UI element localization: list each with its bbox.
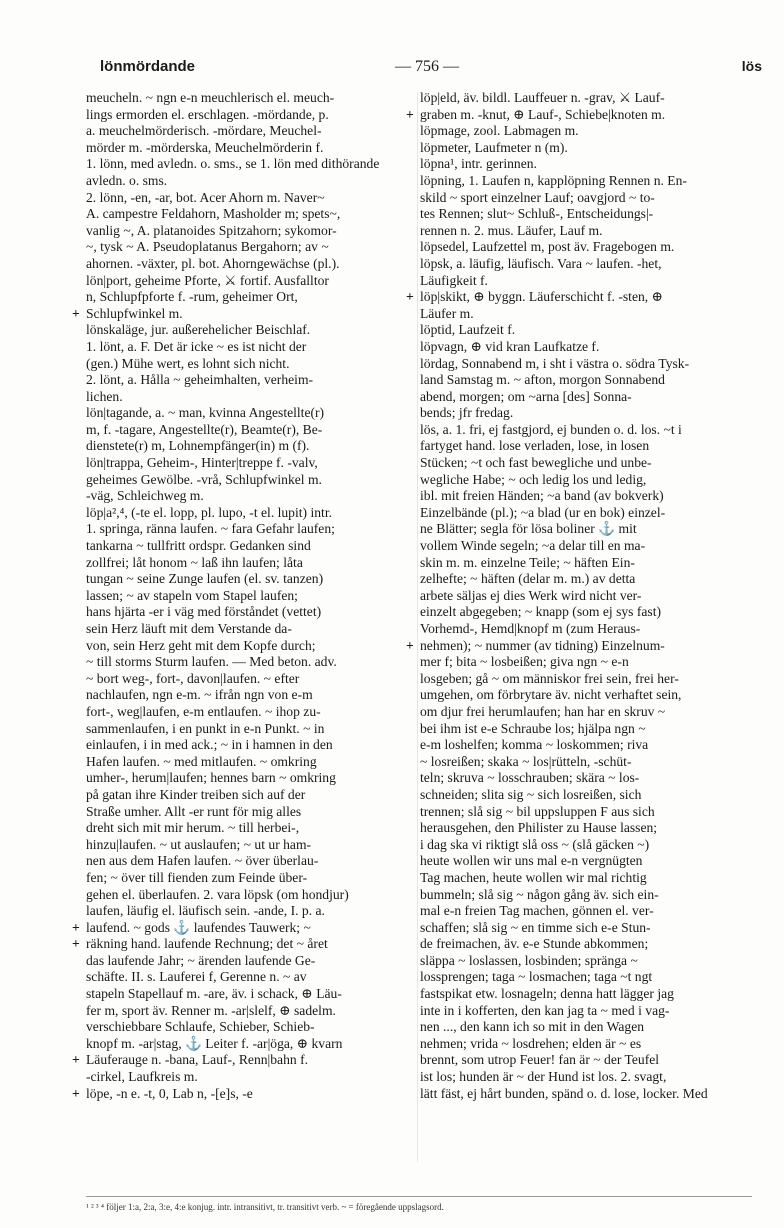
entry-line — [420, 256, 752, 273]
entry-line — [420, 1003, 752, 1020]
entry-text: lös, a. 1. fri, ej fastgjord, ej bunden o. d. los. ~t i — [420, 421, 682, 437]
entry-line — [86, 903, 413, 920]
entry-line — [420, 372, 752, 389]
entry-line — [420, 140, 752, 157]
entry-text: a. meuchelmörderisch. -mördare, Meuchel- — [86, 123, 322, 139]
entry-text: mer f; bita ~ losbeißen; giva ngn ~ e-n — [420, 654, 629, 670]
entry-text: fer m, sport äv. Renner m. -ar|slelf, ⊕ sadelm. — [86, 1002, 336, 1018]
entry-text: i dag ska vi riktigt slå oss ~ (slå gäcken ~) — [420, 836, 650, 852]
margin-marker: + — [406, 106, 414, 122]
entry-text: das laufende Jahr; ~ ärenden laufende Ge- — [86, 952, 316, 968]
entry-line — [420, 804, 752, 821]
entry-text: lassen; ~ av stapeln vom Stapel laufen; — [86, 587, 298, 603]
entry-line — [420, 704, 752, 721]
entry-line — [86, 638, 413, 655]
entry-line — [420, 505, 752, 522]
entry-text: knopf m. -ar|stag, ⚓ Leiter f. -ar|ögа, ⊕ kvarn — [86, 1035, 343, 1051]
entry-line — [420, 721, 752, 738]
entry-text: ibl. mit freien Händen; ~a band (av bokverk) — [420, 488, 664, 504]
entry-text: sammenlaufen, i en punkt in e-n Punkt. ~ in — [86, 720, 325, 736]
entry-line — [420, 389, 752, 406]
entry-text: ~ bort weg-, fort-, davon|laufen. ~ efter — [86, 670, 300, 686]
entry-line — [86, 273, 413, 290]
entry-text: lön|trappa, Geheim-, Hinter|treppe f. -valv, — [86, 455, 318, 471]
entry-text: ahornen. -växter, pl. bot. Ahorngewächse (pl.). — [86, 255, 340, 271]
entry-text: losgeben; gå ~ om människor frei sein, frei her- — [420, 670, 679, 686]
entry-line — [86, 156, 413, 173]
entry-line — [86, 505, 413, 522]
entry-text: abend, morgen; om ~arna [des] Sonna- — [420, 388, 632, 404]
margin-marker: + — [72, 919, 80, 935]
entry-text: von, sein Herz geht mit dem Kopfe durch; — [86, 637, 316, 653]
entry-line — [420, 654, 752, 671]
entry-text: Schlupfwinkel m. — [86, 305, 183, 321]
entry-text: Läufigkeit f. — [420, 272, 488, 288]
entry-text: de freimachen, äv. e-e Stunde abkommen; — [420, 936, 649, 952]
entry-line — [406, 106, 752, 124]
margin-marker: + — [72, 936, 80, 952]
entry-text: skin m. m. einzelne Teile; ~ häften Ein- — [420, 554, 635, 570]
entry-line — [86, 671, 413, 688]
entry-line — [86, 770, 413, 787]
entry-text: nen aus dem Hafen laufen. ~ över überlau- — [86, 853, 319, 869]
entry-text: sein Herz läuft mit dem Verstande da- — [86, 621, 292, 636]
entry-line — [420, 1086, 752, 1103]
entry-line — [86, 837, 413, 854]
entry-line — [406, 637, 752, 655]
entry-text: Läufer m. — [420, 305, 474, 321]
entry-line — [86, 721, 413, 738]
entry-text: nen ..., den kann ich so mit in den Wagen — [420, 1019, 645, 1035]
entry-line — [420, 273, 752, 290]
entry-text: gehen el. überlaufen. 2. vara löpsk (om hondjur) — [86, 886, 349, 902]
entry-text: 2. lönn, -en, -ar, bot. Acer Ahorn m. Naver~ — [86, 189, 325, 205]
entry-line — [86, 372, 413, 389]
entry-line — [86, 356, 413, 373]
entry-text: ~ till storms Sturm laufen. — Med beton. adv. — [86, 654, 337, 670]
entry-text: Vorhemd-, Hemd|knopf m (zum Heraus- — [420, 621, 641, 636]
entry-text: e-m loshelfen; komma ~ loskommen; riva — [420, 737, 649, 753]
entry-text: hans hjärta -er i väg med förståndet (vettet) — [86, 604, 322, 620]
entry-line — [86, 107, 413, 124]
entry-line — [420, 405, 752, 422]
entry-line — [86, 787, 413, 804]
entry-text: löptid, Laufzeit f. — [420, 322, 516, 338]
entry-text: Stücken; ~t och fast bewegliche und unbe- — [420, 455, 652, 471]
entry-text: laufend. ~ gods ⚓ laufendes Tauwerk; ~ — [86, 919, 311, 935]
entry-line — [420, 870, 752, 887]
entry-text: ~ losreißen; skaka ~ los|rütteln, -schüt- — [420, 753, 632, 769]
entry-text: mörder m. -mörderska, Meuchelmörderin f. — [86, 139, 324, 155]
entry-line — [420, 604, 752, 621]
entry-text: verschiebbare Schlaufe, Schieber, Schieb- — [86, 1019, 315, 1035]
entry-text: löp|eld, äv. bildl. Lauffeuer n. -grav, ⚔ Lauf- — [420, 90, 665, 105]
header-guide-word-right: lös — [741, 58, 762, 74]
entry-line — [420, 356, 752, 373]
entry-text: Läuferauge n. -bana, Lauf-, Renn|bahn f. — [86, 1052, 309, 1068]
entry-text: lossprengen; taga ~ losmachen; taga ~t ngt — [420, 969, 653, 985]
entry-text: meucheln. ~ ngn e-n meuchlerisch el. meuch- — [86, 90, 335, 105]
entry-line — [420, 206, 752, 223]
entry-line — [420, 687, 752, 704]
entry-text: rennen n. 2. mus. Läufer, Lauf m. — [420, 222, 603, 238]
entry-text: ist los; hunden är ~ der Hund ist los. 2. svagt, — [420, 1069, 667, 1085]
entry-text: fartyget hand. lose verladen, lose, in losen — [420, 438, 650, 454]
entry-text: Hafen laufen. ~ med mitlaufen. ~ omkring — [86, 753, 317, 769]
entry-text: arbete säljas ej dies Werk wird nicht ver- — [420, 587, 642, 603]
entry-line — [420, 555, 752, 572]
entry-text: räkning hand. laufende Rechnung; det ~ året — [86, 936, 328, 952]
entry-line — [420, 455, 752, 472]
entry-text: fastspikat etw. losnageln; denna hatt lägger jag — [420, 986, 674, 1002]
entry-text: löpmage, zool. Labmagen m. — [420, 123, 579, 139]
entry-line — [86, 405, 413, 422]
entry-line — [86, 322, 413, 339]
margin-marker: + — [72, 1085, 80, 1101]
entry-text: om djur frei herumlaufen; han har en skruv ~ — [420, 703, 666, 719]
entry-text: 1. lönt, a. F. Det är icke ~ es ist nicht der — [86, 338, 307, 354]
entry-line — [420, 488, 752, 505]
entry-line — [86, 571, 413, 588]
entry-text: inte in i kofferten, den kan jag ta ~ med i vag- — [420, 1002, 670, 1018]
entry-line — [86, 90, 413, 107]
entry-line — [86, 604, 413, 621]
entry-line — [86, 1003, 413, 1020]
entry-text: einlaufen, i in med ack.; ~ in i hamnen in den — [86, 737, 333, 753]
entry-line — [420, 90, 752, 107]
entry-text: löp|a²,⁴, (-te el. lopp, pl. lupo, -t el. lupit) intr. — [86, 504, 332, 520]
entry-text: fort-, weg|laufen, e-m entlaufen. ~ ihop zu- — [86, 703, 321, 719]
entry-text: umgehen, om förbrytare äv. nicht verhaftet sein, — [420, 687, 682, 703]
entry-text: 1. springa, ränna laufen. ~ fara Gefahr laufen; — [86, 521, 335, 537]
entry-text: lichen. — [86, 388, 123, 404]
entry-line — [86, 538, 413, 555]
entry-text: teln; skruva ~ losschrauben; skära ~ los- — [420, 770, 640, 786]
entry-text: geheimes Gewölbe. -vrå, Schlupfwinkel m. — [86, 471, 322, 487]
entry-text: 1. lönn, med avledn. o. sms., se 1. lön med dithörande — [86, 156, 380, 172]
margin-marker: + — [406, 289, 414, 305]
entry-line — [86, 870, 413, 887]
entry-line — [86, 455, 413, 472]
entry-text: trennen; slå sig ~ bil uppsluppen F aus sich — [420, 803, 655, 819]
entry-text: löpning, 1. Laufen n, kapplöpning Rennen n. En- — [420, 172, 687, 188]
entry-line — [420, 920, 752, 937]
entry-line — [420, 571, 752, 588]
entry-line — [86, 223, 413, 240]
entry-line — [86, 754, 413, 771]
entry-text: brennt, som utrop Feuer! fan är ~ der Teufel — [420, 1052, 660, 1068]
entry-text: (gen.) Mühe wert, es lohnt sich nicht. — [86, 355, 290, 371]
entry-text: n, Schlupfpforte f. -rum, geheimer Ort, — [86, 289, 298, 305]
entry-text: tes Rennen; slut~ Schluß-, Entscheidungs|- — [420, 206, 654, 222]
entry-line — [420, 770, 752, 787]
entry-line — [86, 1036, 413, 1053]
entry-text: heute wollen wir uns mal e-n vergnügten — [420, 853, 643, 869]
entry-text: lön|port, geheime Pforte, ⚔ fortif. Ausfalltor — [86, 272, 329, 288]
entry-text: löpna¹, intr. gerinnen. — [420, 156, 537, 172]
entry-line — [420, 190, 752, 207]
footer-abbreviations: ¹ ² ³ ⁴ följer 1:a, 2:a, 3:e, 4:e konjug. intr. intransitivt, tr. transitivt verb. ~ = föregående uppslagsord. — [86, 1196, 752, 1213]
entry-text: löpe, -n e. -t, 0, Lab n, -[e]s, -e — [86, 1085, 253, 1101]
entry-text: lön|tagande, a. ~ man, kvinna Angestellte(r) — [86, 405, 325, 421]
entry-text: wegliche Habe; ~ och ledig los und ledig, — [420, 471, 647, 487]
entry-line — [406, 289, 752, 306]
entry-text: nehmen); ~ nummer (av tidning) Einzelnum- — [420, 637, 665, 653]
entry-text: Einzelbände (pl.); ~a blad (ur en bok) einzel- — [420, 504, 666, 520]
entry-line — [420, 521, 752, 538]
entry-text: schäfte. II. s. Lauferei f, Gerenne n. ~ av — [86, 969, 307, 985]
column-gutter — [417, 92, 418, 1162]
entry-line — [86, 140, 413, 157]
entry-text: vollem Winde segeln; ~a delar till en ma- — [420, 538, 646, 554]
entry-text: löpsk, a. läufig, läufisch. Vara ~ laufen. -het, — [420, 255, 662, 271]
entry-line — [86, 555, 413, 572]
entry-line — [420, 339, 752, 356]
entry-text: lätt fäst, ej hårt bunden, spänd o. d. lose, locker. Med — [420, 1085, 708, 1101]
entry-text: Straße umher. Allt -er runt för mig alles — [86, 803, 302, 819]
entry-text: löp|skikt, ⊕ byggn. Läuferschicht f. -sten, ⊕ — [420, 289, 663, 305]
entry-text: löpsedel, Laufzettel m, post äv. Fragebogen m. — [420, 239, 675, 255]
entry-line — [86, 488, 413, 505]
entry-line — [72, 305, 413, 323]
entry-line — [420, 1019, 752, 1036]
entry-line — [420, 887, 752, 904]
entry-line — [86, 654, 413, 671]
entry-line — [86, 820, 413, 837]
entry-line — [420, 737, 752, 754]
entry-text: umher-, herum|laufen; hennes barn ~ omkring — [86, 770, 336, 786]
entry-text: avledn. o. sms. — [86, 172, 168, 188]
right-column — [406, 90, 752, 1102]
entry-text: ~, tysk ~ A. Pseudoplatanus Bergahorn; av ~ — [86, 239, 329, 255]
entry-line — [72, 919, 413, 937]
entry-text: lings ermorden el. erschlagen. -mördande, p. — [86, 106, 329, 122]
entry-text: dreht sich mit mir herum. ~ till herbei-, — [86, 820, 300, 836]
entry-line — [86, 438, 413, 455]
entry-line — [86, 588, 413, 605]
entry-line — [420, 239, 752, 256]
entry-text: fen; ~ över till fienden zum Feinde über- — [86, 869, 308, 885]
entry-text: m, f. -tagare, Angestellte(r), Beamte(r), Be- — [86, 421, 323, 437]
entry-line — [72, 1052, 413, 1069]
entry-line — [86, 256, 413, 273]
entry-line — [86, 953, 413, 970]
entry-line — [86, 1069, 413, 1086]
entry-text: mal e-n freien Tag machen, gönnen el. ver- — [420, 903, 654, 919]
entry-line — [86, 687, 413, 704]
page-header — [100, 58, 762, 84]
entry-line — [420, 1036, 752, 1053]
entry-line — [420, 837, 752, 854]
entry-text: tungan ~ seine Zunge laufen (el. sv. tanzen) — [86, 571, 324, 587]
entry-text: löpmeter, Laufmeter n (m). — [420, 139, 568, 155]
entry-text: 2. lönt, a. Hålla ~ geheimhalten, verheim- — [86, 372, 314, 388]
entry-text: stapeln Stapellauf m. -are, äv. i schack, ⊕ Läu- — [86, 986, 342, 1002]
entry-line — [420, 472, 752, 489]
entry-line — [420, 621, 752, 638]
entry-text: lönskaläge, jur. außerehelicher Beischlaf. — [86, 322, 311, 338]
entry-line — [86, 239, 413, 256]
entry-text: nachlaufen, ngn e-m. ~ ifrån ngn von e-m — [86, 687, 313, 703]
entry-text: vanlig ~, A. platanoides Spitzahorn; sykomor- — [86, 222, 337, 238]
entry-line — [420, 422, 752, 439]
margin-marker: + — [406, 637, 414, 653]
entry-text: bummeln; slå sig ~ någon gång äv. sich ein- — [420, 886, 659, 902]
entry-text: hinzu|laufen. ~ ut auslaufen; ~ ut ur ham- — [86, 836, 312, 852]
entry-text: nehmen; vrida ~ losdrehen; elden är ~ es — [420, 1035, 642, 1051]
entry-text: zollfrei; låt honom ~ laß ihn laufen; låta — [86, 554, 303, 570]
entry-text: släppa ~ loslassen, losbinden; spränga ~ — [420, 952, 638, 968]
entry-line — [86, 1019, 413, 1036]
entry-line — [86, 389, 413, 406]
entry-line — [86, 190, 413, 207]
entry-line — [420, 754, 752, 771]
entry-text: lördag, Sonnabend m, i sht i västra o. södra Tysk- — [420, 355, 690, 371]
entry-text: schaffen; slå sig ~ en timme sich e-e Stun- — [420, 919, 651, 935]
page-number: — 756 — — [395, 58, 459, 75]
entry-text: löpvagn, ⊕ vid kran Laufkatze f. — [420, 338, 600, 354]
entry-line — [86, 472, 413, 489]
entry-line — [86, 123, 413, 140]
entry-line — [420, 953, 752, 970]
entry-line — [420, 787, 752, 804]
entry-text: zelhefte; ~ häften (delar m. m.) av detta — [420, 571, 636, 587]
entry-line — [86, 521, 413, 538]
entry-line — [86, 206, 413, 223]
entry-line — [420, 969, 752, 986]
entry-line — [420, 123, 752, 140]
entry-line — [420, 438, 752, 455]
entry-line — [420, 1052, 752, 1069]
entry-line — [86, 737, 413, 754]
margin-marker: + — [72, 1052, 80, 1068]
entry-text: graben m. -knut, ⊕ Lauf-, Schiebe|knoten m. — [420, 106, 666, 122]
entry-text: herausgehen, den Philister zu Hause lassen; — [420, 820, 658, 836]
entry-line — [86, 339, 413, 356]
entry-line — [86, 621, 413, 638]
entry-line — [86, 704, 413, 721]
entry-text: land Samstag m. ~ afton, morgon Sonnabend — [420, 372, 665, 388]
margin-marker: + — [72, 305, 80, 321]
entry-text: på gatan ihre Kinder treiben sich auf der — [86, 786, 306, 802]
header-guide-word-left: lönmördande — [100, 58, 196, 75]
left-column — [72, 90, 413, 1102]
entry-line — [86, 422, 413, 439]
entry-line — [420, 156, 752, 173]
entry-line — [420, 671, 752, 688]
entry-line — [420, 936, 752, 953]
entry-line — [420, 853, 752, 870]
entry-line — [420, 223, 752, 240]
entry-text: -väg, Schleichweg m. — [86, 488, 204, 504]
entry-line — [420, 903, 752, 920]
entry-text: bei ihm ist e-e Schraube los; hjälpa ngn ~ — [420, 720, 646, 736]
entry-text: skild ~ sport einzelner Lauf; oavgjord ~ to- — [420, 189, 655, 205]
entry-line — [86, 804, 413, 821]
entry-line — [86, 289, 413, 306]
entry-line — [420, 588, 752, 605]
entry-text: -cirkel, Laufkreis m. — [86, 1069, 198, 1085]
entry-line — [420, 173, 752, 190]
entry-line — [420, 1069, 752, 1086]
entry-text: schneiden; slita sig ~ sich losreißen, sich — [420, 786, 642, 802]
entry-line — [420, 322, 752, 339]
entry-line — [86, 986, 413, 1003]
entry-text: einzelt abgegeben; ~ knapp (som ej sys fast) — [420, 604, 662, 620]
entry-line — [86, 173, 413, 190]
entry-line — [72, 936, 413, 953]
entry-text: tankarna ~ tullfritt ordspr. Gedanken sind — [86, 538, 311, 554]
entry-line — [420, 538, 752, 555]
entry-text: laufen, läufig el. läufisch sein. -ande, I. p. a. — [86, 903, 325, 919]
entry-line — [86, 853, 413, 870]
entry-line — [420, 986, 752, 1003]
entry-line — [86, 887, 413, 904]
entry-text: ne Blätter; segla för lösa boliner ⚓ mit — [420, 521, 637, 537]
entry-text: A. campestre Feldahorn, Masholder m; spets~, — [86, 206, 341, 222]
entry-text: bends; jfr fredag. — [420, 405, 514, 421]
entry-line — [72, 1085, 413, 1103]
entry-line — [420, 820, 752, 837]
entry-text: Tag machen, heute wollen wir mal richtig — [420, 869, 647, 885]
entry-text: dienstete(r) m, Lohnempfänger(in) m (f). — [86, 438, 310, 454]
entry-line — [420, 306, 752, 323]
entry-line — [86, 969, 413, 986]
